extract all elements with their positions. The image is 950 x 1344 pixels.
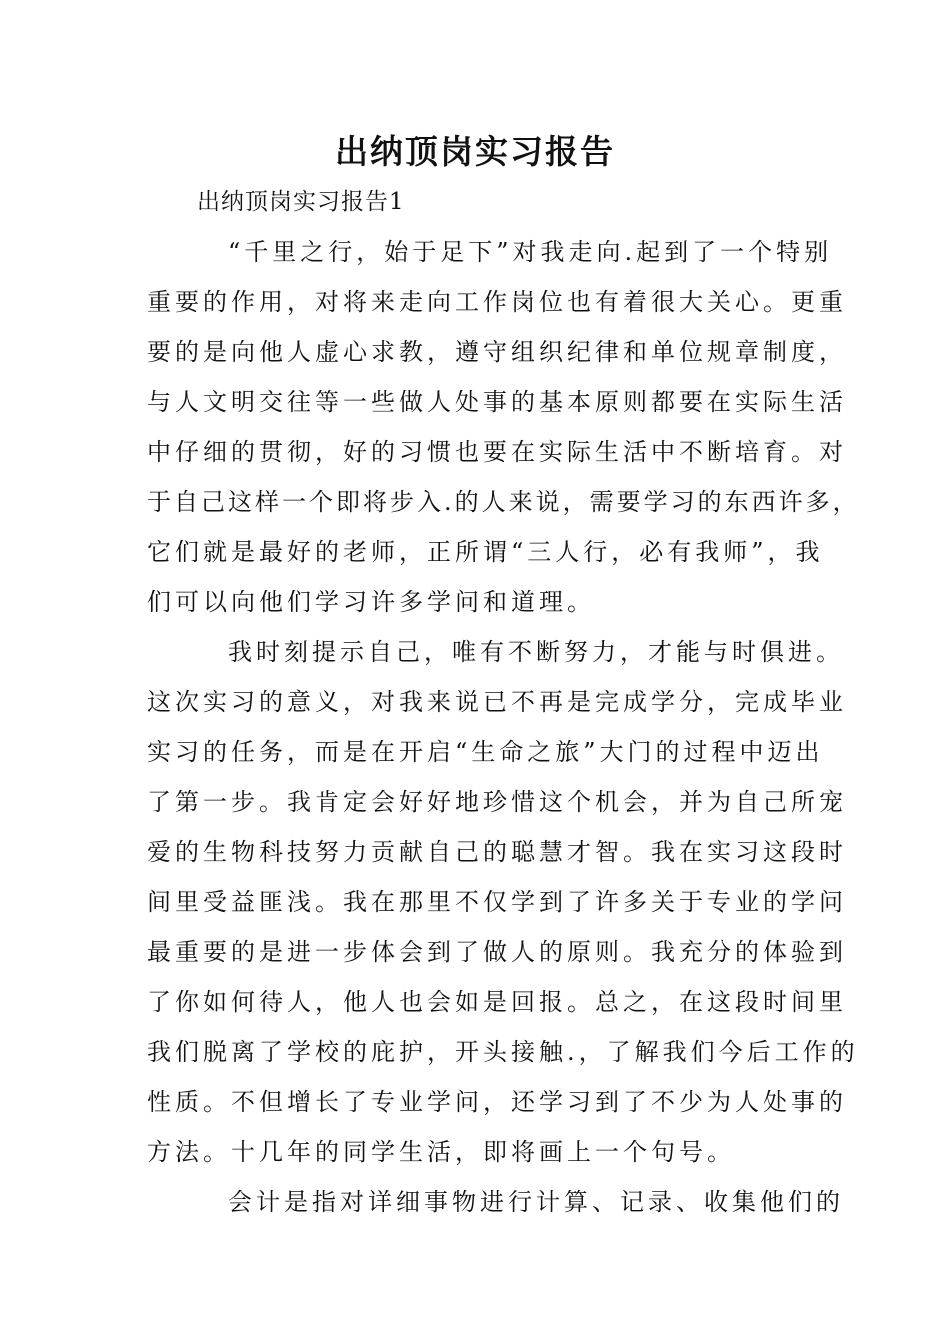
paragraph-line: 实习的任务，而是在开启“生命之旅”大门的过程中迈出 — [147, 738, 824, 766]
paragraph-line: 了你如何待人，他人也会如是回报。总之，在这段时间里 — [147, 988, 847, 1016]
paragraph-line: 中仔细的贯彻，好的习惯也要在实际生活中不断培育。对 — [147, 438, 847, 466]
paragraph-line: 重要的作用，对将来走向工作岗位也有着很大关心。更重 — [147, 288, 847, 316]
paragraph-line: 于自己这样一个即将步入.的人来说，需要学习的东西许多， — [147, 488, 860, 516]
paragraph-line: 这次实习的意义，对我来说已不再是完成学分，完成毕业 — [147, 688, 847, 716]
paragraph-line: 会计是指对详细事物进行计算、记录、收集他们的 — [228, 1188, 844, 1216]
paragraph-line: “千里之行，始于足下”对我走向.起到了一个特别 — [228, 238, 833, 266]
section-heading: 出纳顶岗实习报告1 — [197, 189, 405, 215]
paragraph-line: 性质。不但增长了专业学问，还学习到了不少为人处事的 — [147, 1088, 847, 1116]
paragraph-line: 我们脱离了学校的庇护，开头接触.，了解我们今后工作的 — [147, 1038, 859, 1066]
document-title: 出纳顶岗实习报告 — [335, 132, 615, 171]
paragraph-line: 它们就是最好的老师，正所谓“三人行，必有我师”，我 — [147, 538, 824, 566]
paragraph-line: 与人文明交往等一些做人处事的基本原则都要在实际生活 — [147, 388, 847, 416]
paragraph-line: 要的是向他人虚心求教，遵守组织纪律和单位规章制度， — [147, 338, 847, 366]
paragraph-line: 爱的生物科技努力贡献自己的聪慧才智。我在实习这段时 — [147, 838, 847, 866]
paragraph-line: 了第一步。我肯定会好好地珍惜这个机会，并为自己所宠 — [147, 788, 847, 816]
paragraph-line: 我时刻提示自己，唯有不断努力，才能与时俱进。 — [228, 638, 844, 666]
paragraph-line: 间里受益匪浅。我在那里不仅学到了许多关于专业的学问 — [147, 888, 847, 916]
paragraph-line: 方法。十几年的同学生活，即将画上一个句号。 — [147, 1138, 735, 1166]
paragraph-line: 们可以向他们学习许多学问和道理。 — [147, 588, 595, 616]
paragraph-line: 最重要的是进一步体会到了做人的原则。我充分的体验到 — [147, 938, 847, 966]
